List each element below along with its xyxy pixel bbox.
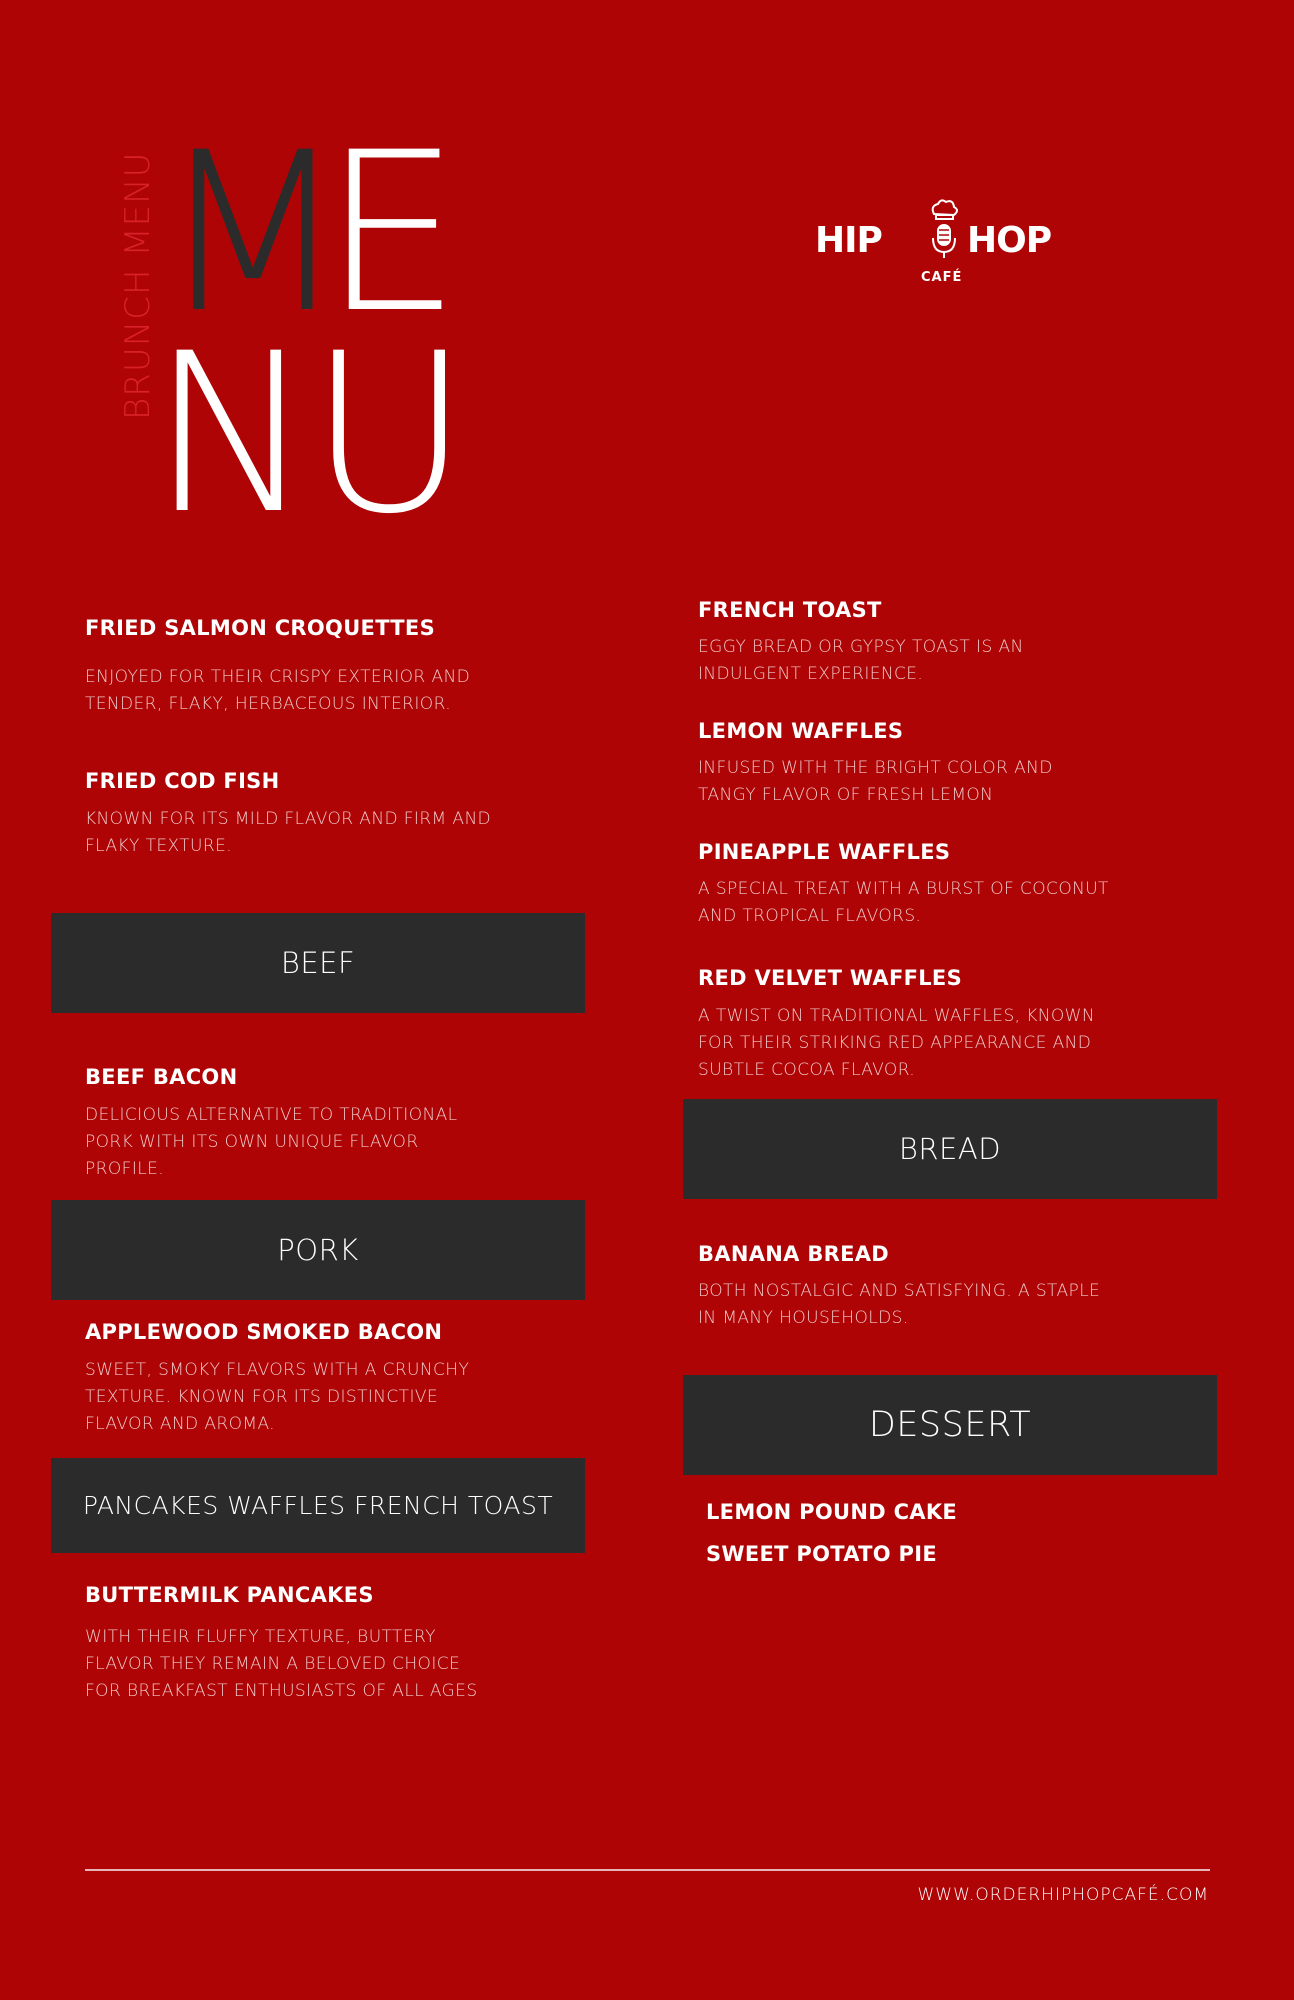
- desc-line: ENJOYED FOR THEIR CRISPY EXTERIOR AND: [85, 667, 471, 687]
- item-pineapple-waffles: PINEAPPLE WAFFLES: [698, 840, 951, 864]
- section-header-beef: BEEF: [51, 913, 585, 1013]
- desc-line: IN MANY HOUSEHOLDS.: [698, 1308, 909, 1328]
- item-applewood-smoked-bacon-desc: [85, 1357, 469, 1438]
- item-applewood-smoked-bacon: APPLEWOOD SMOKED BACON: [85, 1320, 443, 1344]
- item-lemon-pound-cake: LEMON POUND CAKE: [706, 1500, 958, 1524]
- item-fried-salmon-croquettes: FRIED SALMON CROQUETTES: [85, 616, 435, 640]
- desc-line: AND TROPICAL FLAVORS.: [698, 906, 922, 926]
- desc-line: TENDER, FLAKY, HERBACEOUS INTERIOR.: [85, 694, 452, 714]
- item-french-toast-desc: [698, 634, 1024, 688]
- section-header-bread: BREAD: [683, 1099, 1217, 1199]
- item-buttermilk-pancakes: BUTTERMILK PANCAKES: [85, 1583, 374, 1607]
- section-header-pork: PORK: [51, 1200, 585, 1300]
- item-french-toast: FRENCH TOAST: [698, 598, 882, 622]
- item-lemon-waffles: LEMON WAFFLES: [698, 719, 904, 743]
- desc-line: SWEET, SMOKY FLAVORS WITH A CRUNCHY: [85, 1360, 470, 1380]
- desc-line: PROFILE.: [85, 1159, 165, 1179]
- hiphop-cafe-logo: [815, 198, 1077, 290]
- desc-line: INFUSED WITH THE BRIGHT COLOR AND: [698, 758, 1053, 778]
- footer-divider: [85, 1869, 1210, 1871]
- item-fried-salmon-croquettes-desc: [85, 664, 470, 718]
- item-pineapple-waffles-desc: [698, 876, 1109, 930]
- logo-hop-text: HOP: [967, 220, 1052, 261]
- item-lemon-waffles-desc: [698, 755, 1053, 809]
- brunch-menu-label: BRUNCH MENU: [118, 151, 158, 420]
- item-banana-bread: BANANA BREAD: [698, 1242, 890, 1266]
- desc-line: A SPECIAL TREAT WITH A BURST OF COCONUT: [698, 879, 1109, 899]
- desc-line: A TWIST ON TRADITIONAL WAFFLES, KNOWN: [698, 1006, 1096, 1026]
- website-link[interactable]: WWW.ORDERHIPHOPCAFÉ.COM: [917, 1885, 1209, 1905]
- desc-line: TANGY FLAVOR OF FRESH LEMON: [698, 785, 994, 805]
- section-header-pancakes-waffles-french-toast: PANCAKES WAFFLES FRENCH TOAST: [51, 1458, 585, 1553]
- desc-line: FLAVOR THEY REMAIN A BELOVED CHOICE: [85, 1654, 461, 1674]
- item-sweet-potato-pie: SWEET POTATO PIE: [706, 1542, 938, 1566]
- title-nu: NU: [150, 306, 464, 562]
- item-red-velvet-waffles: RED VELVET WAFFLES: [698, 966, 962, 990]
- desc-line: INDULGENT EXPERIENCE.: [698, 664, 924, 684]
- desc-line: BOTH NOSTALGIC AND SATISFYING. A STAPLE: [698, 1281, 1101, 1301]
- desc-line: KNOWN FOR ITS MILD FLAVOR AND FIRM AND: [85, 809, 492, 829]
- desc-line: PORK WITH ITS OWN UNIQUE FLAVOR: [85, 1132, 419, 1152]
- item-fried-cod-fish: FRIED COD FISH: [85, 769, 280, 793]
- chef-microphone-icon: [926, 198, 962, 268]
- section-header-dessert: DESSERT: [683, 1375, 1217, 1475]
- item-buttermilk-pancakes-desc: [85, 1624, 478, 1705]
- desc-line: SUBTLE COCOA FLAVOR.: [698, 1060, 916, 1080]
- logo-hip-text: HIP: [815, 220, 882, 261]
- desc-line: FLAKY TEXTURE.: [85, 836, 233, 856]
- desc-line: WITH THEIR FLUFFY TEXTURE, BUTTERY: [85, 1627, 436, 1647]
- item-beef-bacon-desc: [85, 1102, 458, 1183]
- desc-line: FOR THEIR STRIKING RED APPEARANCE AND: [698, 1033, 1092, 1053]
- desc-line: EGGY BREAD OR GYPSY TOAST IS AN: [698, 637, 1024, 657]
- desc-line: FOR BREAKFAST ENTHUSIASTS OF ALL AGES: [85, 1681, 478, 1701]
- title-letter-e: E: [322, 105, 456, 361]
- item-beef-bacon: BEEF BACON: [85, 1065, 238, 1089]
- logo-cafe-text: CAFÉ: [921, 270, 963, 285]
- desc-line: DELICIOUS ALTERNATIVE TO TRADITIONAL: [85, 1105, 458, 1125]
- desc-line: FLAVOR AND AROMA.: [85, 1414, 275, 1434]
- item-red-velvet-waffles-desc: [698, 1003, 1095, 1084]
- item-banana-bread-desc: [698, 1278, 1100, 1332]
- desc-line: TEXTURE. KNOWN FOR ITS DISTINCTIVE: [85, 1387, 439, 1407]
- title-letter-m: M: [158, 105, 342, 361]
- item-fried-cod-fish-desc: [85, 806, 491, 860]
